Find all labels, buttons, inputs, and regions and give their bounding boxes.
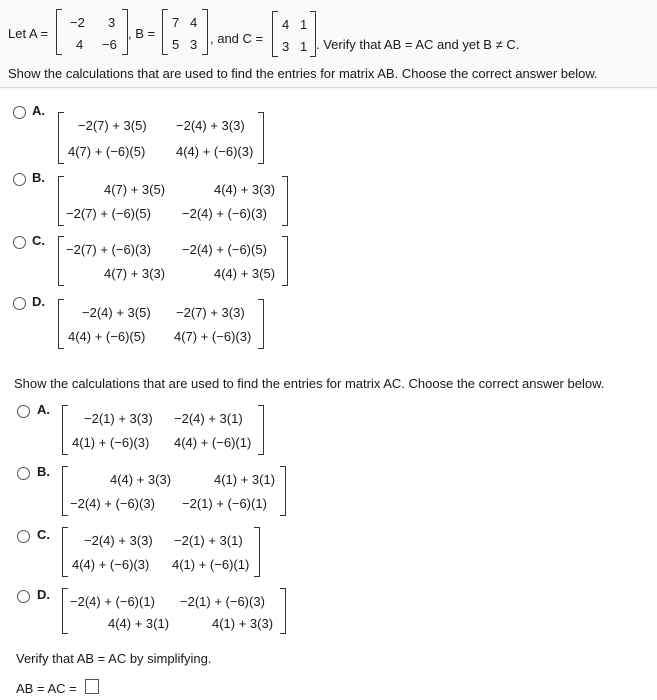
matrix-cell: −2(1) + 3(3) bbox=[84, 411, 153, 426]
q2-matrix-c bbox=[62, 527, 260, 577]
matrix-cell: 4(7) + 3(5) bbox=[104, 182, 166, 197]
matrix-cell: 4(4) + (−6)(5) bbox=[68, 329, 146, 344]
q2-radio-a[interactable] bbox=[17, 405, 30, 418]
matrix-cell: −2(7) + 3(3) bbox=[176, 305, 245, 320]
matrix-c-cell: 1 bbox=[300, 17, 308, 32]
q1-option-label: D. bbox=[32, 294, 45, 309]
matrix-b-cell: 5 bbox=[172, 37, 180, 52]
matrix-c-cell: 4 bbox=[282, 17, 290, 32]
matrix-cell: 4(4) + 3(1) bbox=[108, 616, 170, 631]
q1-matrix-b bbox=[58, 176, 288, 226]
q2-matrix-b bbox=[62, 466, 286, 516]
matrix-cell: 4(4) + 3(5) bbox=[214, 266, 276, 281]
matrix-cell: −2(4) + 3(5) bbox=[82, 305, 151, 320]
matrix-cell: −2(4) + (−6)(1) bbox=[70, 594, 155, 609]
let-a-label: Let A = bbox=[8, 26, 49, 41]
q2-radio-b[interactable] bbox=[17, 467, 30, 480]
q1-option-label: C. bbox=[32, 233, 45, 248]
q2-matrix-a bbox=[62, 405, 264, 455]
b-label: , B = bbox=[128, 26, 156, 41]
q2-option-label: B. bbox=[37, 464, 50, 479]
q1-radio-d[interactable] bbox=[13, 297, 26, 310]
matrix-cell: 4(4) + 3(3) bbox=[110, 472, 172, 487]
q2-matrix-d bbox=[62, 588, 286, 634]
question2-prompt: Show the calculations that are used to find the entries for matrix AC. Choose the correct answer below. bbox=[14, 376, 605, 391]
q1-matrix-d bbox=[58, 299, 264, 349]
q1-matrix-a bbox=[58, 112, 264, 164]
answer-input[interactable] bbox=[85, 679, 99, 694]
matrix-cell: 4(7) + 3(3) bbox=[104, 266, 166, 281]
q1-radio-a[interactable] bbox=[13, 106, 26, 119]
matrix-a-cell: 4 bbox=[76, 37, 84, 52]
answer-label: AB = AC = bbox=[16, 681, 77, 696]
matrix-cell: −2(4) + (−6)(3) bbox=[70, 496, 155, 511]
matrix-cell: 4(4) + (−6)(3) bbox=[176, 144, 254, 159]
matrix-cell: −2(7) + (−6)(3) bbox=[66, 242, 151, 257]
and-c-label: , and C = bbox=[210, 31, 264, 46]
q1-option-label: A. bbox=[32, 103, 45, 118]
matrix-cell: −2(4) + (−6)(5) bbox=[182, 242, 267, 257]
matrix-b-cell: 3 bbox=[190, 37, 198, 52]
matrix-cell: 4(1) + (−6)(1) bbox=[172, 557, 250, 572]
verify-statement: . Verify that AB = AC and yet B ≠ C. bbox=[316, 37, 520, 52]
matrix-b-cell: 4 bbox=[190, 15, 198, 30]
q1-radio-c[interactable] bbox=[13, 236, 26, 249]
verify-prompt: Verify that AB = AC by simplifying. bbox=[16, 651, 212, 666]
matrix-a-cell: −6 bbox=[102, 37, 117, 52]
q2-radio-d[interactable] bbox=[17, 590, 30, 603]
q2-option-label: D. bbox=[37, 587, 50, 602]
matrix-c bbox=[272, 11, 316, 57]
matrix-cell: −2(7) + (−6)(5) bbox=[66, 206, 151, 221]
matrix-cell: 4(1) + 3(3) bbox=[212, 616, 274, 631]
q2-option-label: A. bbox=[37, 402, 50, 417]
q1-matrix-c bbox=[58, 236, 288, 286]
matrix-a-cell: −2 bbox=[70, 15, 85, 30]
matrix-cell: −2(1) + 3(1) bbox=[174, 533, 243, 548]
question1-prompt: Show the calculations that are used to find the entries for matrix AB. Choose the correct answer below. bbox=[8, 66, 598, 81]
matrix-cell: 4(4) + (−6)(1) bbox=[174, 435, 252, 450]
q1-option-label: B. bbox=[32, 170, 45, 185]
matrix-cell: 4(4) + 3(3) bbox=[214, 182, 276, 197]
q2-radio-c[interactable] bbox=[17, 530, 30, 543]
matrix-cell: 4(1) + 3(1) bbox=[214, 472, 276, 487]
matrix-cell: 4(1) + (−6)(3) bbox=[72, 435, 150, 450]
matrix-cell: 4(7) + (−6)(5) bbox=[68, 144, 146, 159]
matrix-cell: −2(4) + (−6)(3) bbox=[182, 206, 267, 221]
matrix-c-cell: 3 bbox=[282, 39, 290, 54]
matrix-cell: 4(7) + (−6)(3) bbox=[174, 329, 252, 344]
matrix-cell: −2(1) + (−6)(3) bbox=[180, 594, 265, 609]
divider bbox=[0, 87, 657, 88]
matrix-cell: −2(7) + 3(5) bbox=[78, 118, 147, 133]
matrix-cell: −2(4) + 3(3) bbox=[176, 118, 245, 133]
matrix-cell: −2(4) + 3(3) bbox=[84, 533, 153, 548]
q2-option-label: C. bbox=[37, 527, 50, 542]
matrix-c-cell: 1 bbox=[300, 39, 308, 54]
matrix-cell: −2(1) + (−6)(1) bbox=[182, 496, 267, 511]
q1-radio-b[interactable] bbox=[13, 173, 26, 186]
matrix-a bbox=[56, 9, 128, 55]
matrix-cell: 4(4) + (−6)(3) bbox=[72, 557, 150, 572]
matrix-b bbox=[162, 9, 208, 55]
matrix-cell: −2(4) + 3(1) bbox=[174, 411, 243, 426]
matrix-a-cell: 3 bbox=[108, 15, 116, 30]
matrix-b-cell: 7 bbox=[172, 15, 180, 30]
